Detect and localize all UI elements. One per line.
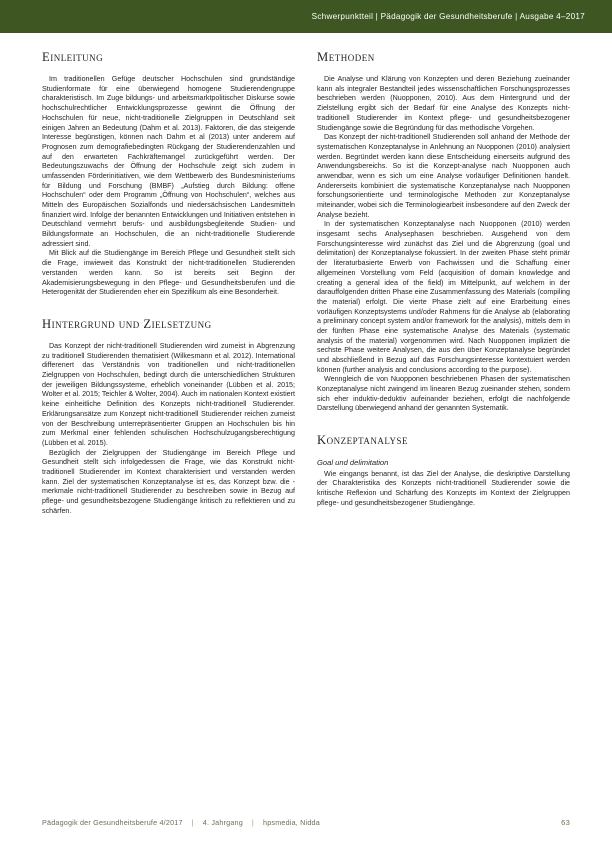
paragraph-einleitung-2: Mit Blick auf die Studiengänge im Bereich Pflege und Gesundheit stellt sich die Frage, inwieweit das Konstrukt der nicht-traditionellen Studierenden verstanden werden kann. So ist bereits seit Beginn der Akademisierungsbewegung in den Pflege- und Gesundheitsberufen und die Heterogenität der Studierenden eher ein Spezifikum als eine Besonderheit. — [42, 249, 295, 297]
heading-methoden: Methoden — [317, 50, 375, 64]
footer-citation — [42, 818, 320, 827]
paragraph-hintergrund-2: Bezüglich der Zielgruppen der Studiengänge im Bereich Pflege und Gesundheit stellt sich infolgedessen die Frage, wie das Konstrukt nicht-traditionell Studierender im Kontext charakterisiert und verstanden werden kann. Ziel der systematischen Konzeptanalyse ist es, das Konzept bzw. die -merkmale nicht-traditionell Studierender zu beschreiben sowie in Bezug auf pflege- und gesundheitsbezogene Studiengänge kritisch zu reflektieren und zu schärfen. — [42, 448, 295, 515]
header-running-title: Schwerpunktteil | Pädagogik der Gesundheitsberufe | Ausgabe 4–2017 — [311, 12, 585, 21]
paragraph-konzeptanalyse-1: Wie eingangs benannt, ist das Ziel der Analyse, die deskriptive Darstellung der Charakteristika des Konzepts nicht-traditionell Studierender sowie die kritische Reflexion und Schärfung des Konzepts im Kontext der Zielgruppen pflege- und gesundheitsbezogener Studiengänge. — [317, 469, 570, 507]
footer-volume: 4. Jahrgang — [202, 817, 243, 827]
footer-separator-1: | — [191, 817, 194, 827]
page-header-band — [0, 0, 612, 33]
page-number: 63 — [561, 817, 570, 827]
right-column — [317, 50, 570, 792]
paragraph-einleitung-1: Im traditionellen Gefüge deutscher Hochschulen sind grundständige Studienformate für eine überwiegend homogene Studierendengruppe charakteristisch. Im Zuge bildungs- und arbeitsmarktpolitischer Diskurse sowie hochschulrechtlicher Entwicklungsprozesse gewinnt die Öffnung der Hochschulen für neue, nicht-traditionelle Zielgruppen in Deutschland seit einigen Jahren an Bedeutung (Dahm et al. 2013). Faktoren, die das steigende Interesse begünstigen, können nach Dahm et al (2013) unter anderem auf Prognosen zum demografiebedingten Rückgang der Studierendenzahlen und auf den erwarteten Fachkräftemangel zurückgeführt werden. Der Bedeutungszuwachs der Öffnung der Hochschule zeigt sich zudem in umfassenden Förderinitiativen, wie dem Wettbewerb des Bundesministeriums für Bildung und Forschung (BMBF) „Aufstieg durch Bildung: offene Hochschulen“ oder dem Programm „Öffnung von Hochschulen“, welches aus Mitteln des Europäischen Sozialfonds und niedersächsischen Landesmitteln finanziert wird. Infolge der benannten Entwicklungen und Initiativen entstehen in Deutschland vermehrt berufs- und ausbildungsbegleitende Studien- und Bildungsformate an Hochschulen, die an nicht-traditionelle Studierende adressiert sind. — [42, 75, 295, 248]
paragraph-methoden-1: Die Analyse und Klärung von Konzepten und deren Beziehung zueinander kann als integraler Bestandteil jedes wissenschaftlichen Forschungsprozesses beschrieben werden (Nuopponen, 2010). Aus dem Hintergrund und der Zielstellung ergibt sich der Bedarf für eine Analyse des Konzepts nicht-traditionell Studierender im Kontext pflege- und gesundheitsbezogener Studiengänge sowie die Begründung für das methodische Vorgehen. — [317, 75, 570, 132]
heading-konzeptanalyse: Konzeptanalyse — [317, 433, 408, 448]
heading-einleitung: Einleitung — [42, 50, 104, 64]
page-footer — [42, 815, 570, 829]
footer-journal-title: Pädagogik der Gesundheitsberufe 4/2017 — [42, 817, 183, 827]
subheading-goal-delimitation: Goal und delimitation — [317, 458, 389, 468]
left-column — [42, 50, 295, 792]
footer-publisher: hpsmedia, Nidda — [263, 817, 320, 827]
article-body — [42, 50, 570, 792]
footer-separator-2: | — [251, 817, 254, 827]
paragraph-methoden-4: Wenngleich die von Nuopponen beschriebenen Phasen der systematischen Konzeptanalyse nicht zwingend im linearen Bezug zueinander stehen, sondern sich eher induktiv-deduktiv aufeinander beziehen, erfolgt die nachfolgende Darstellung überwiegend anhand der genannten Systematik. — [317, 375, 570, 413]
paragraph-methoden-3: In der systematischen Konzeptanalyse nach Nuopponen (2010) werden insgesamt sechs Analysephasen beschrieben. Ausgehend von dem Forschungsinteresse wird zunächst das Ziel und die Abgrenzung (goal und delimitation) der Konzeptanalyse fokussiert. In der zweiten Phase steht primär der literaturbasierte Erwerb von Fachwissen und die Schaffung einer allgemeinen Vorstellung vom Feld (acquisition of domain knowledge and creating a general idea of the field) im Mittelpunkt, auf welchem in der darauffolgenden dritten Phase eine Zusammenfassung des Materials (compiling the material) erfolgt. Die vierte Phase zielt auf eine Erarbeitung eines vorläufigen Konzeptsystems und/oder Rahmens für die Analyse ab (elaborating a preliminary concept system and/or framework for the analysis), mittels dem in der fünften Phase eine systematische Analyse des Materials (systematic analysis of the material) vorgenommen wird. Nach Nuopponen impliziert die sechste Phase weitere Analysen, die aus den über Konzeptanalyse begründet und abschließend in Bezug auf das Forschungsinteresse kontextuiert werden können (further analysis and conclusions according to the purpose). — [317, 220, 570, 374]
heading-hintergrund-zielsetzung: Hintergrund und Zielsetzung — [42, 316, 212, 331]
paragraph-methoden-2: Das Konzept der nicht-traditionell Studierenden soll anhand der Methode der systematischen Konzeptanalyse in Anlehnung an Nuopponen (2010) analysiert werden. Begründet werden kann diese Entscheidung einerseits aufgrund des Anwendungsbereichs. So ist die Konzept-analyse nach Nuopponen auch anwendbar, wenn es sich um eine Analyse vorläufiger Definitionen handelt. Andererseits kombiniert die systematische Konzeptanalyse nach Nuopponen forschungsorientierte und terminologische Methoden zur Konzeptanalyse miteinander, wobei sich die Terminologiearbeit insbesondere auf den Zweck der Analyse bezieht. — [317, 133, 570, 219]
paragraph-hintergrund-1: Das Konzept der nicht-traditionell Studierenden wird zumeist in Abgrenzung zu traditionell Studierenden thematisiert (Wilkesmann et al. 2012). International differenert das Verständnis von traditionellen und nicht-traditionellen Zielgruppen von Hochschulen, bedingt durch die unterschiedlichen Strukturen der jeweiligen Bildungssysteme, erheblich voneinander (Lübben et al. 2015; Wolter et al. 2015; Teichler & Wolter, 2004). Auch im nationalen Kontext existiert keine einheitliche Definition des Konzepts nicht-traditionell Studierender. Erklärungsansätze zum Konzept nicht-traditionell Studierender reichen zumeist von der Beschreibung unterrepräsentierter Gruppen an Hochschulen bis hin zum Merkmal einer fehlenden schulischen Hochschulzugangsberechtigung (Lübben et al. 2015). — [42, 342, 295, 447]
